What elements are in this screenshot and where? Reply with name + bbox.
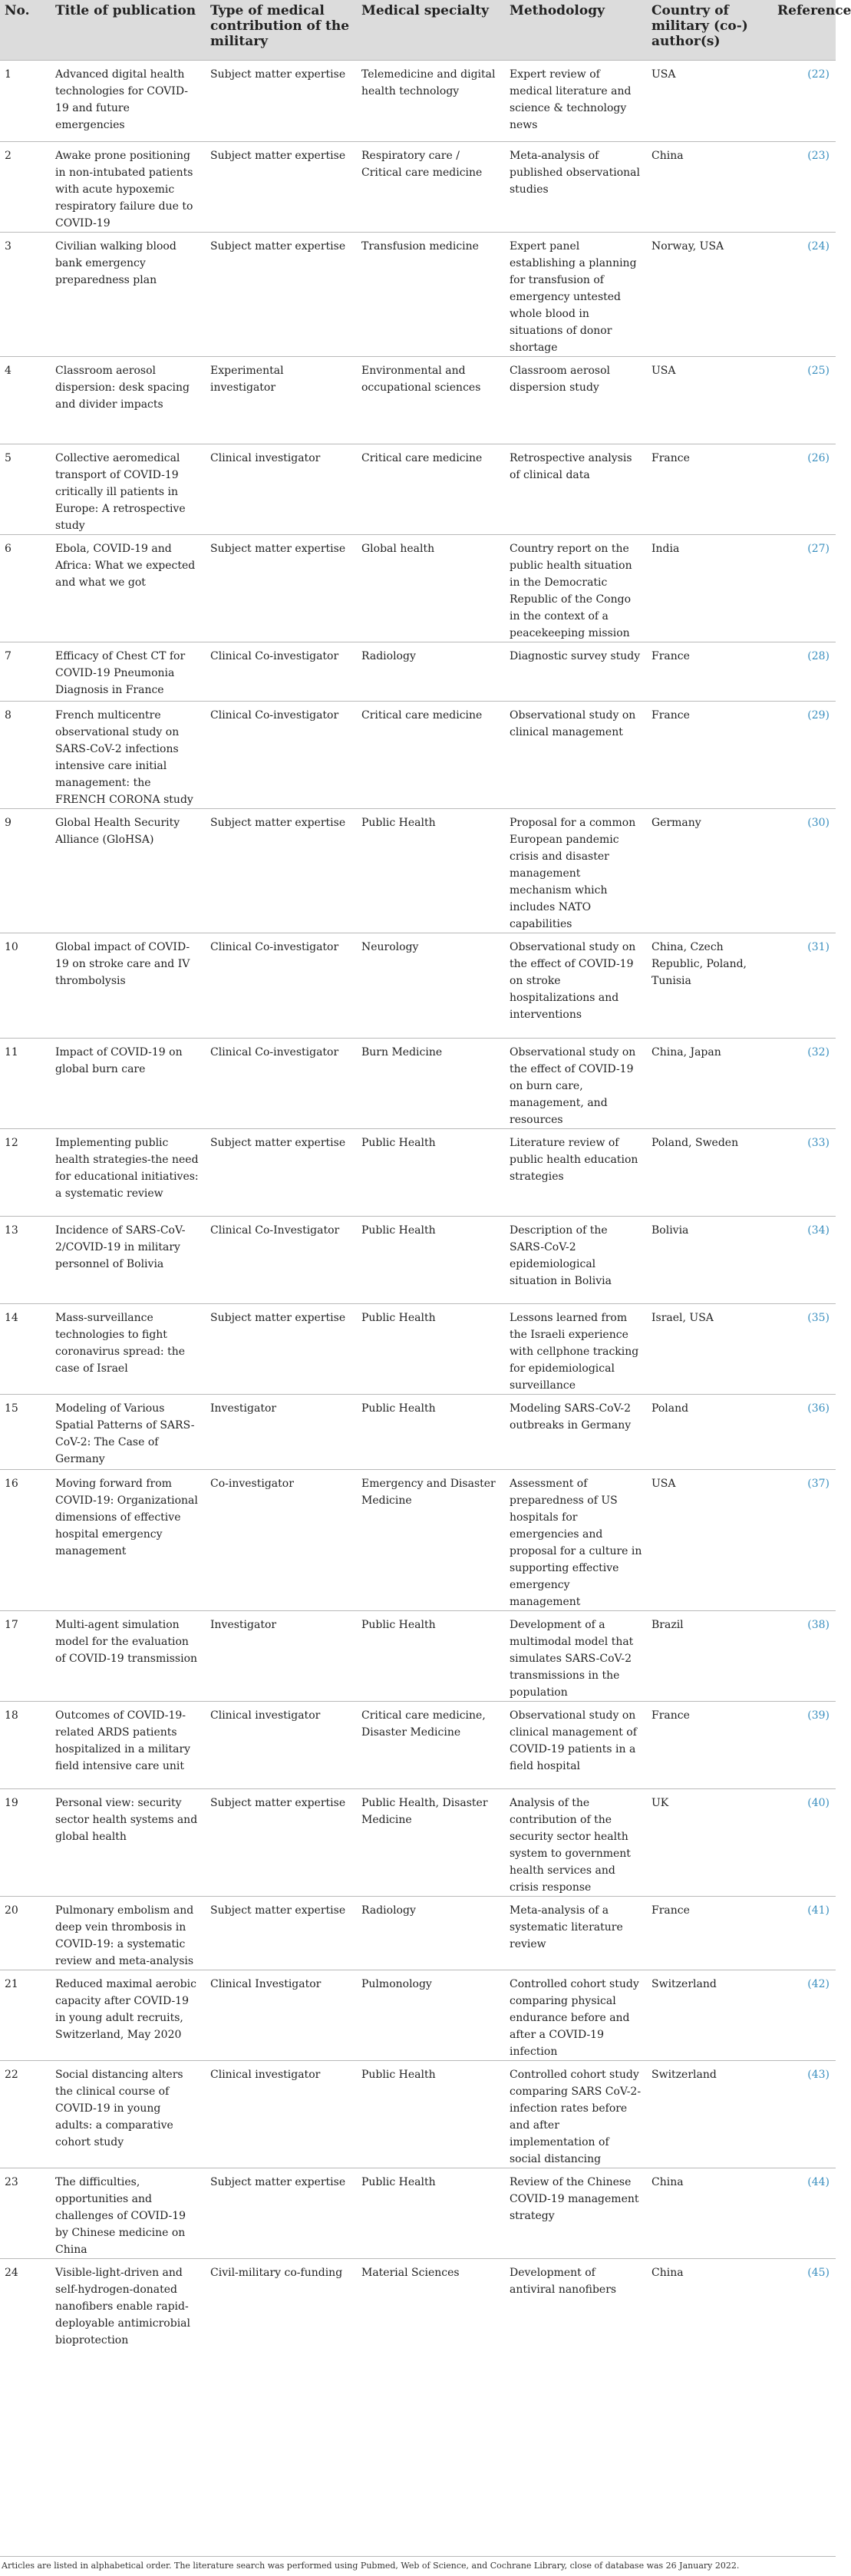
country-cell: Switzerland (651, 1978, 717, 1990)
reference-close-paren: ) (825, 817, 830, 829)
reference-link[interactable]: 43 (811, 2069, 826, 2081)
table-row (0, 357, 836, 444)
reference-open-paren: ( (807, 941, 812, 953)
publication-title-cell: Incidence of SARS-CoV-2/COVID-19 in military personnel of Bolivia (55, 1224, 186, 1270)
methodology-cell: Literature review of public health education strategies (510, 1137, 638, 1183)
country-cell: China, Czech Republic, Poland, Tunisia (651, 941, 747, 987)
header-specialty: Medical specialty (357, 0, 505, 61)
reference-close-paren: ) (825, 1312, 830, 1324)
contribution-type-cell: Clinical Co-investigator (210, 709, 339, 722)
table-row (0, 1970, 836, 2061)
contribution-type-cell: Subject matter expertise (210, 1904, 346, 1917)
table-row (0, 1789, 836, 1897)
reference-link[interactable]: 23 (811, 150, 826, 162)
medical-specialty-cell: Public Health (361, 1137, 436, 1149)
reference-cell (773, 1611, 836, 1702)
medical-specialty-cell: Telemedicine and digital health technology (361, 68, 496, 97)
publication-title-cell: Advanced digital health technologies for COVID-19 and future emergencies (55, 68, 189, 131)
reference-cell (773, 535, 836, 642)
reference-cell (773, 1304, 836, 1395)
reference-link[interactable]: 36 (811, 1402, 826, 1415)
row-number-cell: 23 (5, 2176, 18, 2188)
publication-title-cell: Pulmonary embolism and deep vein thrombosis in COVID-19: a systematic review and meta-analysis (55, 1904, 194, 1967)
header-reference: Reference (773, 0, 836, 61)
reference-link[interactable]: 35 (811, 1312, 826, 1324)
contribution-type-cell: Subject matter expertise (210, 1137, 346, 1149)
contribution-type-cell: Clinical investigator (210, 2069, 321, 2081)
reference-cell (773, 1897, 836, 1970)
reference-open-paren: ( (807, 365, 812, 377)
medical-specialty-cell: Public Health (361, 2069, 436, 2081)
table-row (0, 1897, 836, 1970)
publication-title-cell: Personal view: security sector health systems and global health (55, 1797, 198, 1843)
medical-specialty-cell: Radiology (361, 1904, 416, 1917)
reference-cell (773, 233, 836, 357)
row-number-cell: 16 (5, 1478, 18, 1490)
row-number-cell: 24 (5, 2267, 18, 2279)
country-cell: France (651, 709, 690, 722)
contribution-type-cell: Co-investigator (210, 1478, 294, 1490)
reference-close-paren: ) (825, 1224, 830, 1237)
country-cell: USA (651, 1478, 676, 1490)
medical-specialty-cell: Environmental and occupational sciences (361, 365, 481, 394)
reference-link[interactable]: 40 (811, 1797, 826, 1809)
reference-link[interactable]: 26 (811, 452, 826, 464)
medical-specialty-cell: Critical care medicine (361, 452, 483, 464)
reference-cell (773, 2259, 836, 2350)
country-cell: Switzerland (651, 2069, 717, 2081)
reference-open-paren: ( (807, 68, 812, 81)
country-cell: Germany (651, 817, 701, 829)
methodology-cell: Diagnostic survey study (510, 650, 641, 662)
row-number-cell: 19 (5, 1797, 18, 1809)
reference-cell (773, 702, 836, 809)
header-no: No. (0, 0, 51, 61)
header-title: Title of publication (51, 0, 206, 61)
methodology-cell: Retrospective analysis of clinical data (510, 452, 632, 481)
table-row (0, 142, 836, 233)
reference-link[interactable]: 28 (811, 650, 826, 662)
reference-open-paren: ( (807, 1046, 812, 1058)
reference-cell (773, 61, 836, 142)
table-row (0, 1304, 836, 1395)
row-number-cell: 4 (5, 365, 12, 377)
methodology-cell: Expert panel establishing a planning for transfusion of emergency untested whole blood in situations of donor shortage (510, 240, 637, 354)
contribution-type-cell: Civil-military co-funding (210, 2267, 343, 2279)
contribution-type-cell: Clinical Co-investigator (210, 650, 339, 662)
reference-cell (773, 1129, 836, 1217)
reference-cell (773, 1702, 836, 1789)
reference-close-paren: ) (825, 1904, 830, 1917)
medical-specialty-cell: Critical care medicine, Disaster Medicine (361, 1709, 486, 1739)
table-row (0, 1702, 836, 1789)
contribution-type-cell: Clinical Investigator (210, 1978, 322, 1990)
reference-link[interactable]: 42 (811, 1978, 826, 1990)
publication-title-cell: Moving forward from COVID-19: Organizational dimensions of effective hospital emergency management (55, 1478, 198, 1557)
methodology-cell: Observational study on the effect of COVID-19 on burn care, management, and resources (510, 1046, 636, 1126)
reference-close-paren: ) (825, 1619, 830, 1631)
reference-open-paren: ( (807, 1478, 812, 1490)
reference-link[interactable]: 41 (811, 1904, 826, 1917)
reference-close-paren: ) (825, 2069, 830, 2081)
country-cell: France (651, 650, 690, 662)
country-cell: USA (651, 365, 676, 377)
reference-close-paren: ) (825, 2267, 830, 2279)
reference-close-paren: ) (825, 941, 830, 953)
medical-specialty-cell: Respiratory care / Critical care medicine (361, 150, 483, 179)
reference-close-paren: ) (825, 240, 830, 253)
reference-link[interactable]: 31 (811, 941, 826, 953)
medical-specialty-cell: Public Health (361, 817, 436, 829)
header-methodology: Methodology (505, 0, 647, 61)
row-number-cell: 21 (5, 1978, 18, 1990)
medical-specialty-cell: Public Health (361, 2176, 436, 2188)
table-row (0, 2168, 836, 2259)
country-cell: China (651, 2176, 684, 2188)
reference-open-paren: ( (807, 2069, 812, 2081)
reference-cell (773, 1039, 836, 1129)
reference-close-paren: ) (825, 1478, 830, 1490)
table-row (0, 1395, 836, 1470)
methodology-cell: Expert review of medical literature and science & technology news (510, 68, 632, 131)
reference-link[interactable]: 45 (811, 2267, 826, 2279)
country-cell: China (651, 2267, 684, 2279)
publication-title-cell: Reduced maximal aerobic capacity after COVID-19 in young adult recruits, Switzerland, May 2020 (55, 1978, 196, 2041)
methodology-cell: Controlled cohort study comparing physical endurance before and after a COVID-19 infection (510, 1978, 639, 2058)
publication-title-cell: Visible-light-driven and self-hydrogen-donated nanofibers enable rapid-deployable antimicrobial bioprotection (55, 2267, 190, 2346)
publication-title-cell: Efficacy of Chest CT for COVID-19 Pneumonia Diagnosis in France (55, 650, 186, 696)
reference-cell (773, 809, 836, 933)
contribution-type-cell: Clinical Co-investigator (210, 1046, 339, 1058)
table-row (0, 2061, 836, 2168)
reference-open-paren: ( (807, 150, 812, 162)
publication-title-cell: Mass-surveillance technologies to fight coronavirus spread: the case of Israel (55, 1312, 186, 1375)
publication-title-cell: Collective aeromedical transport of COVID-19 critically ill patients in Europe: A retrospective study (55, 452, 186, 532)
row-number-cell: 10 (5, 941, 18, 953)
reference-close-paren: ) (825, 1137, 830, 1149)
medical-specialty-cell: Pulmonology (361, 1978, 432, 1990)
contribution-type-cell: Subject matter expertise (210, 1312, 346, 1324)
reference-link[interactable]: 39 (811, 1709, 826, 1722)
publication-title-cell: Civilian walking blood bank emergency preparedness plan (55, 240, 176, 286)
reference-cell (773, 1789, 836, 1897)
header-type: Type of medical contribution of the military (206, 0, 357, 61)
medical-specialty-cell: Global health (361, 543, 435, 555)
contribution-type-cell: Subject matter expertise (210, 2176, 346, 2188)
table-row (0, 1611, 836, 1702)
row-number-cell: 15 (5, 1402, 18, 1415)
table-row (0, 1129, 836, 1217)
contribution-type-cell: Subject matter expertise (210, 240, 346, 253)
country-cell: Poland (651, 1402, 689, 1415)
methodology-cell: Development of a multimodal model that simulates SARS-CoV-2 transmissions in the population (510, 1619, 634, 1699)
reference-open-paren: ( (807, 1619, 812, 1631)
reference-link[interactable]: 37 (811, 1478, 826, 1490)
contribution-type-cell: Investigator (210, 1402, 277, 1415)
reference-link[interactable]: 33 (811, 1137, 826, 1149)
publication-title-cell: Multi-agent simulation model for the evaluation of COVID-19 transmission (55, 1619, 198, 1665)
methodology-cell: Analysis of the contribution of the security sector health system to government health services and crisis response (510, 1797, 631, 1894)
reference-close-paren: ) (825, 150, 830, 162)
contribution-type-cell: Clinical Co-investigator (210, 941, 339, 953)
reference-close-paren: ) (825, 543, 830, 555)
reference-cell (773, 2168, 836, 2259)
reference-open-paren: ( (807, 817, 812, 829)
reference-close-paren: ) (825, 1709, 830, 1722)
reference-open-paren: ( (807, 1978, 812, 1990)
contribution-type-cell: Investigator (210, 1619, 277, 1631)
reference-close-paren: ) (825, 68, 830, 81)
reference-close-paren: ) (825, 1978, 830, 1990)
reference-open-paren: ( (807, 1402, 812, 1415)
reference-cell (773, 1217, 836, 1304)
medical-specialty-cell: Burn Medicine (361, 1046, 443, 1058)
country-cell: Norway, USA (651, 240, 724, 253)
table-row (0, 702, 836, 809)
row-number-cell: 11 (5, 1046, 18, 1058)
reference-open-paren: ( (807, 2176, 812, 2188)
reference-link[interactable]: 34 (811, 1224, 826, 1237)
reference-open-paren: ( (807, 240, 812, 253)
country-cell: France (651, 452, 690, 464)
reference-link[interactable]: 32 (811, 1046, 826, 1058)
table-row (0, 809, 836, 933)
methodology-cell: Modeling SARS-CoV-2 outbreaks in Germany (510, 1402, 632, 1432)
row-number-cell: 3 (5, 240, 12, 253)
reference-close-paren: ) (825, 1046, 830, 1058)
header-country: Country of military (co-) author(s) (647, 0, 773, 61)
medical-specialty-cell: Critical care medicine (361, 709, 483, 722)
medical-specialty-cell: Transfusion medicine (361, 240, 479, 253)
bottom-rule (0, 2556, 836, 2557)
reference-open-paren: ( (807, 1709, 812, 1722)
row-number-cell: 9 (5, 817, 12, 829)
methodology-cell: Development of antiviral nanofibers (510, 2267, 617, 2296)
medical-specialty-cell: Emergency and Disaster Medicine (361, 1478, 496, 1507)
methodology-cell: Proposal for a common European pandemic crisis and disaster management mechanism which includes NATO capabilities (510, 817, 636, 930)
country-cell: Bolivia (651, 1224, 689, 1237)
reference-cell (773, 1970, 836, 2061)
methodology-cell: Meta-analysis of a systematic literature review (510, 1904, 623, 1950)
row-number-cell: 20 (5, 1904, 18, 1917)
publication-title-cell: Global impact of COVID-19 on stroke care and IV thrombolysis (55, 941, 190, 987)
reference-close-paren: ) (825, 1797, 830, 1809)
methodology-cell: Controlled cohort study comparing SARS CoV-2-infection rates before and after implementation of social distancing (510, 2069, 642, 2165)
reference-close-paren: ) (825, 650, 830, 662)
publication-title-cell: French multicentre observational study on SARS-CoV-2 infections intensive care initial management: the FRENCH CORONA study (55, 709, 193, 806)
reference-link[interactable]: 44 (811, 2176, 826, 2188)
table-row (0, 535, 836, 642)
table-row (0, 1217, 836, 1304)
table-row (0, 642, 836, 702)
table-row (0, 1039, 836, 1129)
row-number-cell: 13 (5, 1224, 18, 1237)
publication-title-cell: Awake prone positioning in non-intubated patients with acute hypoxemic respiratory failure due to COVID-19 (55, 150, 193, 230)
reference-cell (773, 642, 836, 702)
reference-close-paren: ) (825, 365, 830, 377)
publication-title-cell: Social distancing alters the clinical course of COVID-19 in young adults: a comparative cohort study (55, 2069, 183, 2148)
row-number-cell: 22 (5, 2069, 18, 2081)
table-row (0, 233, 836, 357)
publication-title-cell: The difficulties, opportunities and challenges of COVID-19 by Chinese medicine on China (55, 2176, 186, 2256)
row-number-cell: 5 (5, 452, 12, 464)
contribution-type-cell: Clinical investigator (210, 1709, 321, 1722)
table-row (0, 2259, 836, 2350)
table-row (0, 1470, 836, 1611)
row-number-cell: 14 (5, 1312, 18, 1324)
methodology-cell: Country report on the public health situation in the Democratic Republic of the Congo in the context of a peacekeeping mission (510, 543, 632, 639)
reference-cell (773, 142, 836, 233)
methodology-cell: Classroom aerosol dispersion study (510, 365, 611, 394)
reference-cell (773, 1470, 836, 1611)
publication-title-cell: Global Health Security Alliance (GloHSA) (55, 817, 180, 846)
medical-specialty-cell: Material Sciences (361, 2267, 460, 2279)
reference-cell (773, 1395, 836, 1470)
reference-cell (773, 2061, 836, 2168)
reference-cell (773, 357, 836, 444)
row-number-cell: 18 (5, 1709, 18, 1722)
reference-close-paren: ) (825, 452, 830, 464)
reference-link[interactable]: 27 (811, 543, 826, 555)
methodology-cell: Meta-analysis of published observational studies (510, 150, 640, 196)
reference-open-paren: ( (807, 452, 812, 464)
reference-open-paren: ( (807, 1312, 812, 1324)
contribution-type-cell: Clinical Co-Investigator (210, 1224, 340, 1237)
contribution-type-cell: Subject matter expertise (210, 817, 346, 829)
methodology-cell: Observational study on the effect of COVID-19 on stroke hospitalizations and interventions (510, 941, 636, 1021)
reference-cell (773, 444, 836, 535)
reference-link[interactable]: 30 (811, 817, 826, 829)
methodology-cell: Assessment of preparedness of US hospitals for emergencies and proposal for a culture in supporting effective emergency management (510, 1478, 642, 1608)
reference-open-paren: ( (807, 2267, 812, 2279)
reference-cell (773, 933, 836, 1039)
row-number-cell: 6 (5, 543, 12, 555)
methodology-cell: Observational study on clinical management (510, 709, 636, 738)
medical-specialty-cell: Public Health (361, 1619, 436, 1631)
country-cell: Israel, USA (651, 1312, 714, 1324)
country-cell: Poland, Sweden (651, 1137, 739, 1149)
country-cell: USA (651, 68, 676, 81)
table-row (0, 61, 836, 142)
table-row (0, 933, 836, 1039)
reference-open-paren: ( (807, 709, 812, 722)
row-number-cell: 17 (5, 1619, 18, 1631)
row-number-cell: 7 (5, 650, 12, 662)
methodology-cell: Description of the SARS-CoV-2 epidemiological situation in Bolivia (510, 1224, 612, 1287)
table-header-row (0, 0, 836, 61)
contribution-type-cell: Subject matter expertise (210, 150, 346, 162)
reference-open-paren: ( (807, 1224, 812, 1237)
reference-close-paren: ) (825, 1402, 830, 1415)
reference-open-paren: ( (807, 1137, 812, 1149)
reference-link[interactable]: 29 (811, 709, 826, 722)
reference-open-paren: ( (807, 650, 812, 662)
publication-title-cell: Impact of COVID-19 on global burn care (55, 1046, 183, 1075)
row-number-cell: 1 (5, 68, 12, 81)
publication-title-cell: Classroom aerosol dispersion: desk spacing and divider impacts (55, 365, 190, 411)
contribution-type-cell: Experimental investigator (210, 365, 284, 394)
row-number-cell: 12 (5, 1137, 18, 1149)
reference-link[interactable]: 25 (811, 365, 826, 377)
row-number-cell: 8 (5, 709, 12, 722)
reference-close-paren: ) (825, 709, 830, 722)
reference-open-paren: ( (807, 543, 812, 555)
country-cell: China, Japan (651, 1046, 721, 1058)
reference-link[interactable]: 22 (811, 68, 826, 81)
medical-specialty-cell: Radiology (361, 650, 416, 662)
reference-link[interactable]: 24 (811, 240, 826, 253)
reference-link[interactable]: 38 (811, 1619, 826, 1631)
methodology-cell: Lessons learned from the Israeli experience with cellphone tracking for epidemiological surveillance (510, 1312, 639, 1392)
country-cell: France (651, 1904, 690, 1917)
country-cell: France (651, 1709, 690, 1722)
table-row (0, 444, 836, 535)
medical-specialty-cell: Public Health (361, 1312, 436, 1324)
medical-specialty-cell: Public Health (361, 1224, 436, 1237)
contribution-type-cell: Subject matter expertise (210, 1797, 346, 1809)
medical-specialty-cell: Public Health, Disaster Medicine (361, 1797, 488, 1826)
table-footnote: Articles are listed in alphabetical order. The literature search was performed using Pubmed, Web of Science, and Cochrane Library, close of database was 26 January 2022. (2, 2561, 740, 2571)
publication-title-cell: Implementing public health strategies-the need for educational initiatives: a systematic review (55, 1137, 199, 1200)
row-number-cell: 2 (5, 150, 12, 162)
country-cell: China (651, 150, 684, 162)
methodology-cell: Review of the Chinese COVID-19 management strategy (510, 2176, 639, 2222)
publication-title-cell: Modeling of Various Spatial Patterns of SARS-CoV-2: The Case of Germany (55, 1402, 195, 1465)
country-cell: UK (651, 1797, 669, 1809)
medical-specialty-cell: Public Health (361, 1402, 436, 1415)
reference-close-paren: ) (825, 2176, 830, 2188)
medical-specialty-cell: Neurology (361, 941, 419, 953)
country-cell: India (651, 543, 680, 555)
contribution-type-cell: Clinical investigator (210, 452, 321, 464)
contribution-type-cell: Subject matter expertise (210, 543, 346, 555)
reference-open-paren: ( (807, 1904, 812, 1917)
publication-title-cell: Outcomes of COVID-19-related ARDS patients hospitalized in a military field intensive care unit (55, 1709, 191, 1772)
methodology-cell: Observational study on clinical management of COVID-19 patients in a field hospital (510, 1709, 637, 1772)
publication-title-cell: Ebola, COVID-19 and Africa: What we expected and what we got (55, 543, 196, 589)
contribution-type-cell: Subject matter expertise (210, 68, 346, 81)
country-cell: Brazil (651, 1619, 684, 1631)
reference-open-paren: ( (807, 1797, 812, 1809)
